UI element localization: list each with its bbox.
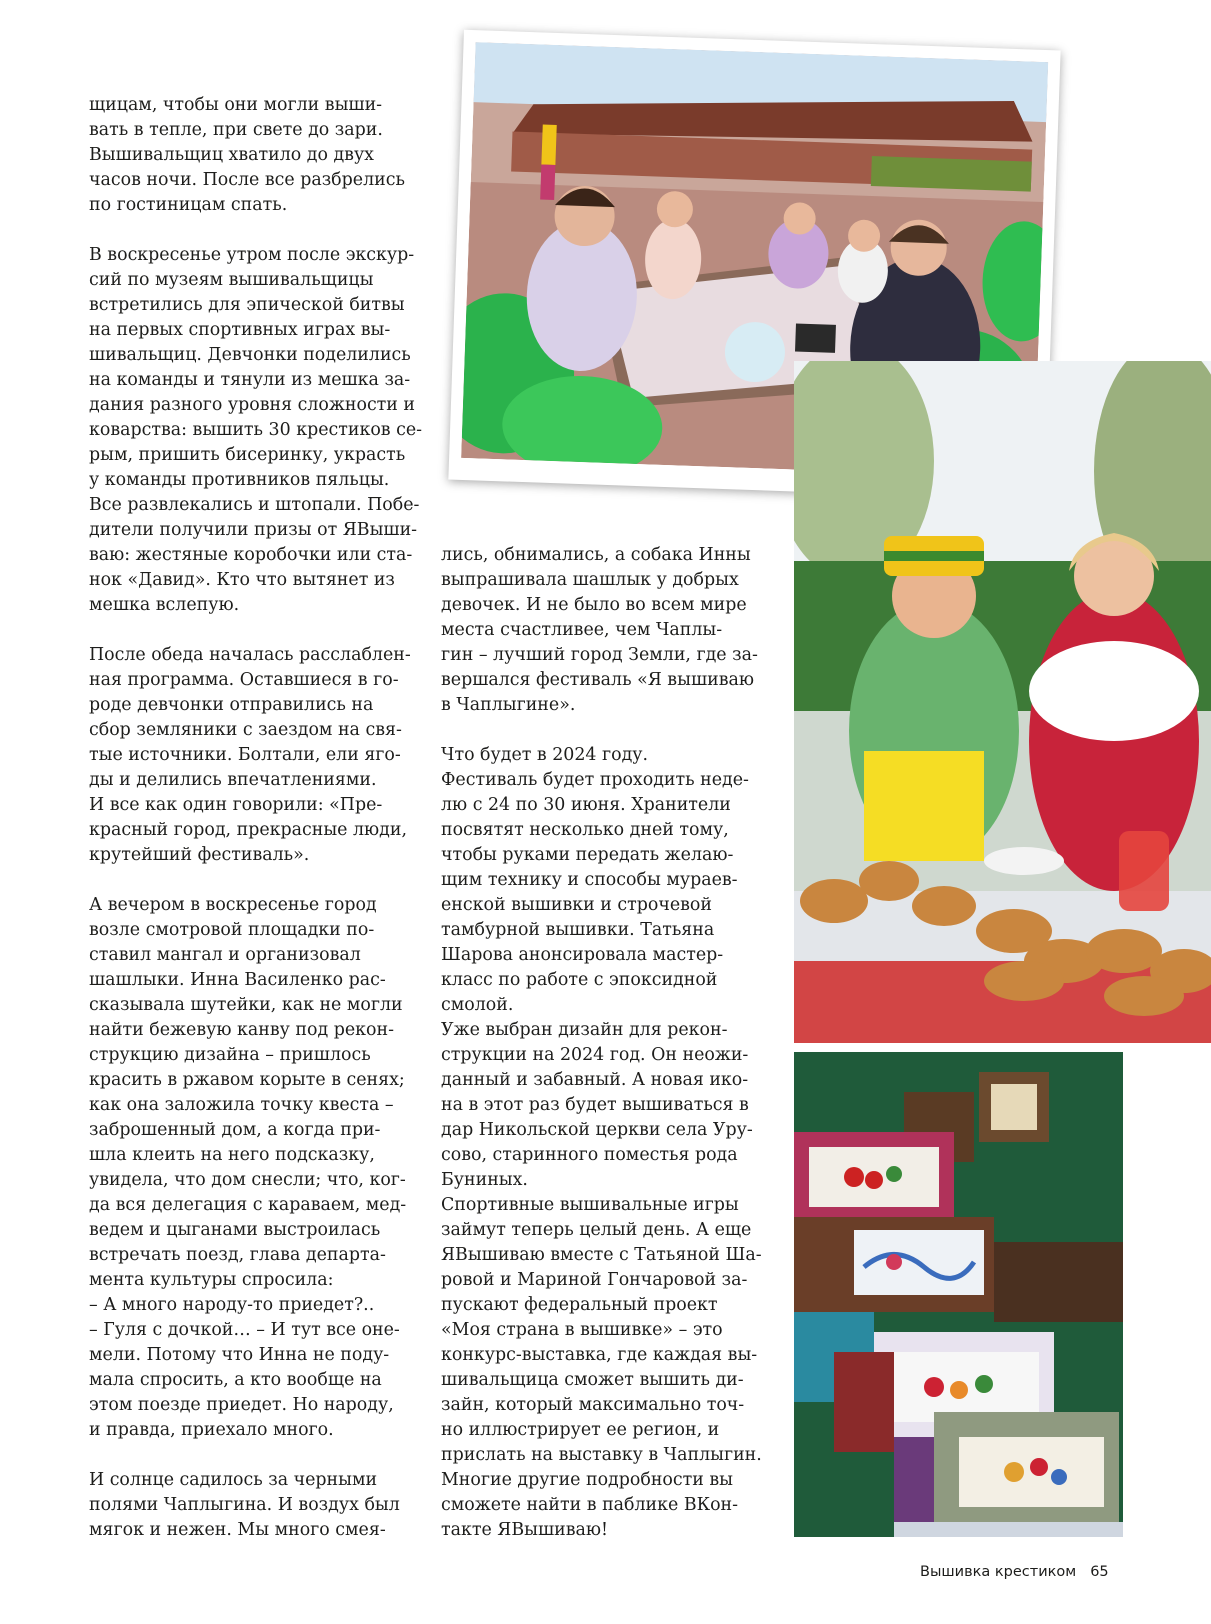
magazine-title: Вышивка крестиком: [920, 1564, 1077, 1580]
paragraph: Спортивные вышивальные игры займут теперь целый день. А еще ЯВышиваю вместе с Татьяной Ша- ровой и Мариной Гончаровой за- пускают федеральный проект «Моя страна в вышивке» – это конкурс-выставка, где каждая вы- шивальщица сможет вышить ди- зайн, который максимально точ- но иллюстрирует ее регион, и прислать на выставку в Чаплыгин. Многие другие подробности вы сможете найти в паблике ВКон- такте ЯВышиваю!: [441, 1195, 762, 1540]
paragraph: После обеда началась расслаблен- ная программа. Оставшиеся в го- роде девчонки отправились на сбор земляники с заездом на свя- тые источники. Болтали, ели яго- ды и делились впечатлениями. И все как один говорили: «Пре- красный город, прекрасные люди, крутейший фестиваль».: [89, 645, 411, 865]
photo-women-image: [794, 361, 1211, 1043]
page-number: 65: [1090, 1564, 1109, 1580]
paragraph: щицам, чтобы они могли выши- вать в тепле, при свете до зари. Вышивальщиц хватило до двух часов ночи. После все разбрелись по гостиницам спать.: [89, 95, 405, 215]
paragraph: лись, обнимались, а собака Инны выпрашивала шашлык у добрых девочек. И не было во всем мире места счастливее, чем Чаплы- гин – лучший город Земли, где за- вершался фестиваль «Я вышиваю в Чаплыгине».: [441, 545, 758, 715]
paragraph: В воскресенье утром после экскур- сий по музеям вышивальщицы встретились для эпической битвы на первых спортивных играх вы- шивальщиц. Девчонки поделились на команды и тянули из мешка за- дания разного уровня сложности и коварства: вышить 30 крестиков се- рым, пришить бисеринку, украсть у команды противников пяльцы. Все развлекались и штопали. Побе- дители получили призы от ЯВыши- ваю: жестяные коробочки или ста- нок «Давид». Кто что вытянет из мешка вслепую.: [89, 245, 423, 615]
paragraph: И солнце садилось за черными полями Чаплыгина. И воздух был мягок и нежен. Мы много смея-: [89, 1470, 400, 1540]
text-column-left: [89, 93, 424, 1543]
paragraph: Что будет в 2024 году. Фестиваль будет проходить неде- лю с 24 по 30 июня. Хранители посвятят несколько дней тому, чтобы руками передать желаю- щим технику и способы мураев- енской вышивки и строчевой тамбурной вышивки. Татьяна Шарова анонсировала мастер- класс по работе с эпоксидной смолой.: [441, 745, 749, 1015]
text-column-middle: [441, 543, 791, 1543]
photo-boxes-image: [794, 1052, 1123, 1537]
photo-women-with-pies: [794, 361, 1211, 1043]
photo-embroidered-boxes: [794, 1052, 1123, 1537]
page-footer: [920, 1564, 1109, 1580]
paragraph: А вечером в воскресенье город возле смотровой площадки по- ставил мангал и организовал шашлыки. Инна Василенко рас- сказывала шутейки, как не могли найти бежевую канву под рекон- струкцию дизайна – пришлось красить в ржавом корыте в сенях; как она заложила точку квеста – заброшенный дом, а когда при- шла клеить на него подсказку, увидела, что дом снесли; что, ког- да вся делегация с караваем, мед- ведем и цыганами выстроилась встречать поезд, глава департа- мента культуры спросила: – А много народу-то приедет?.. – Гуля с дочкой… – И тут все оне- мели. Потому что Инна не поду- мала спросить, а кто вообще на этом поезде приедет. Но народу, и правда, приехало много.: [89, 895, 407, 1440]
paragraph: Уже выбран дизайн для рекон- струкции на 2024 год. Он неожи- данный и забавный. А новая ико- на в этот раз будет вышиваться в дар Никольской церкви села Уру- сово, старинного поместья рода Буниных.: [441, 1020, 753, 1190]
